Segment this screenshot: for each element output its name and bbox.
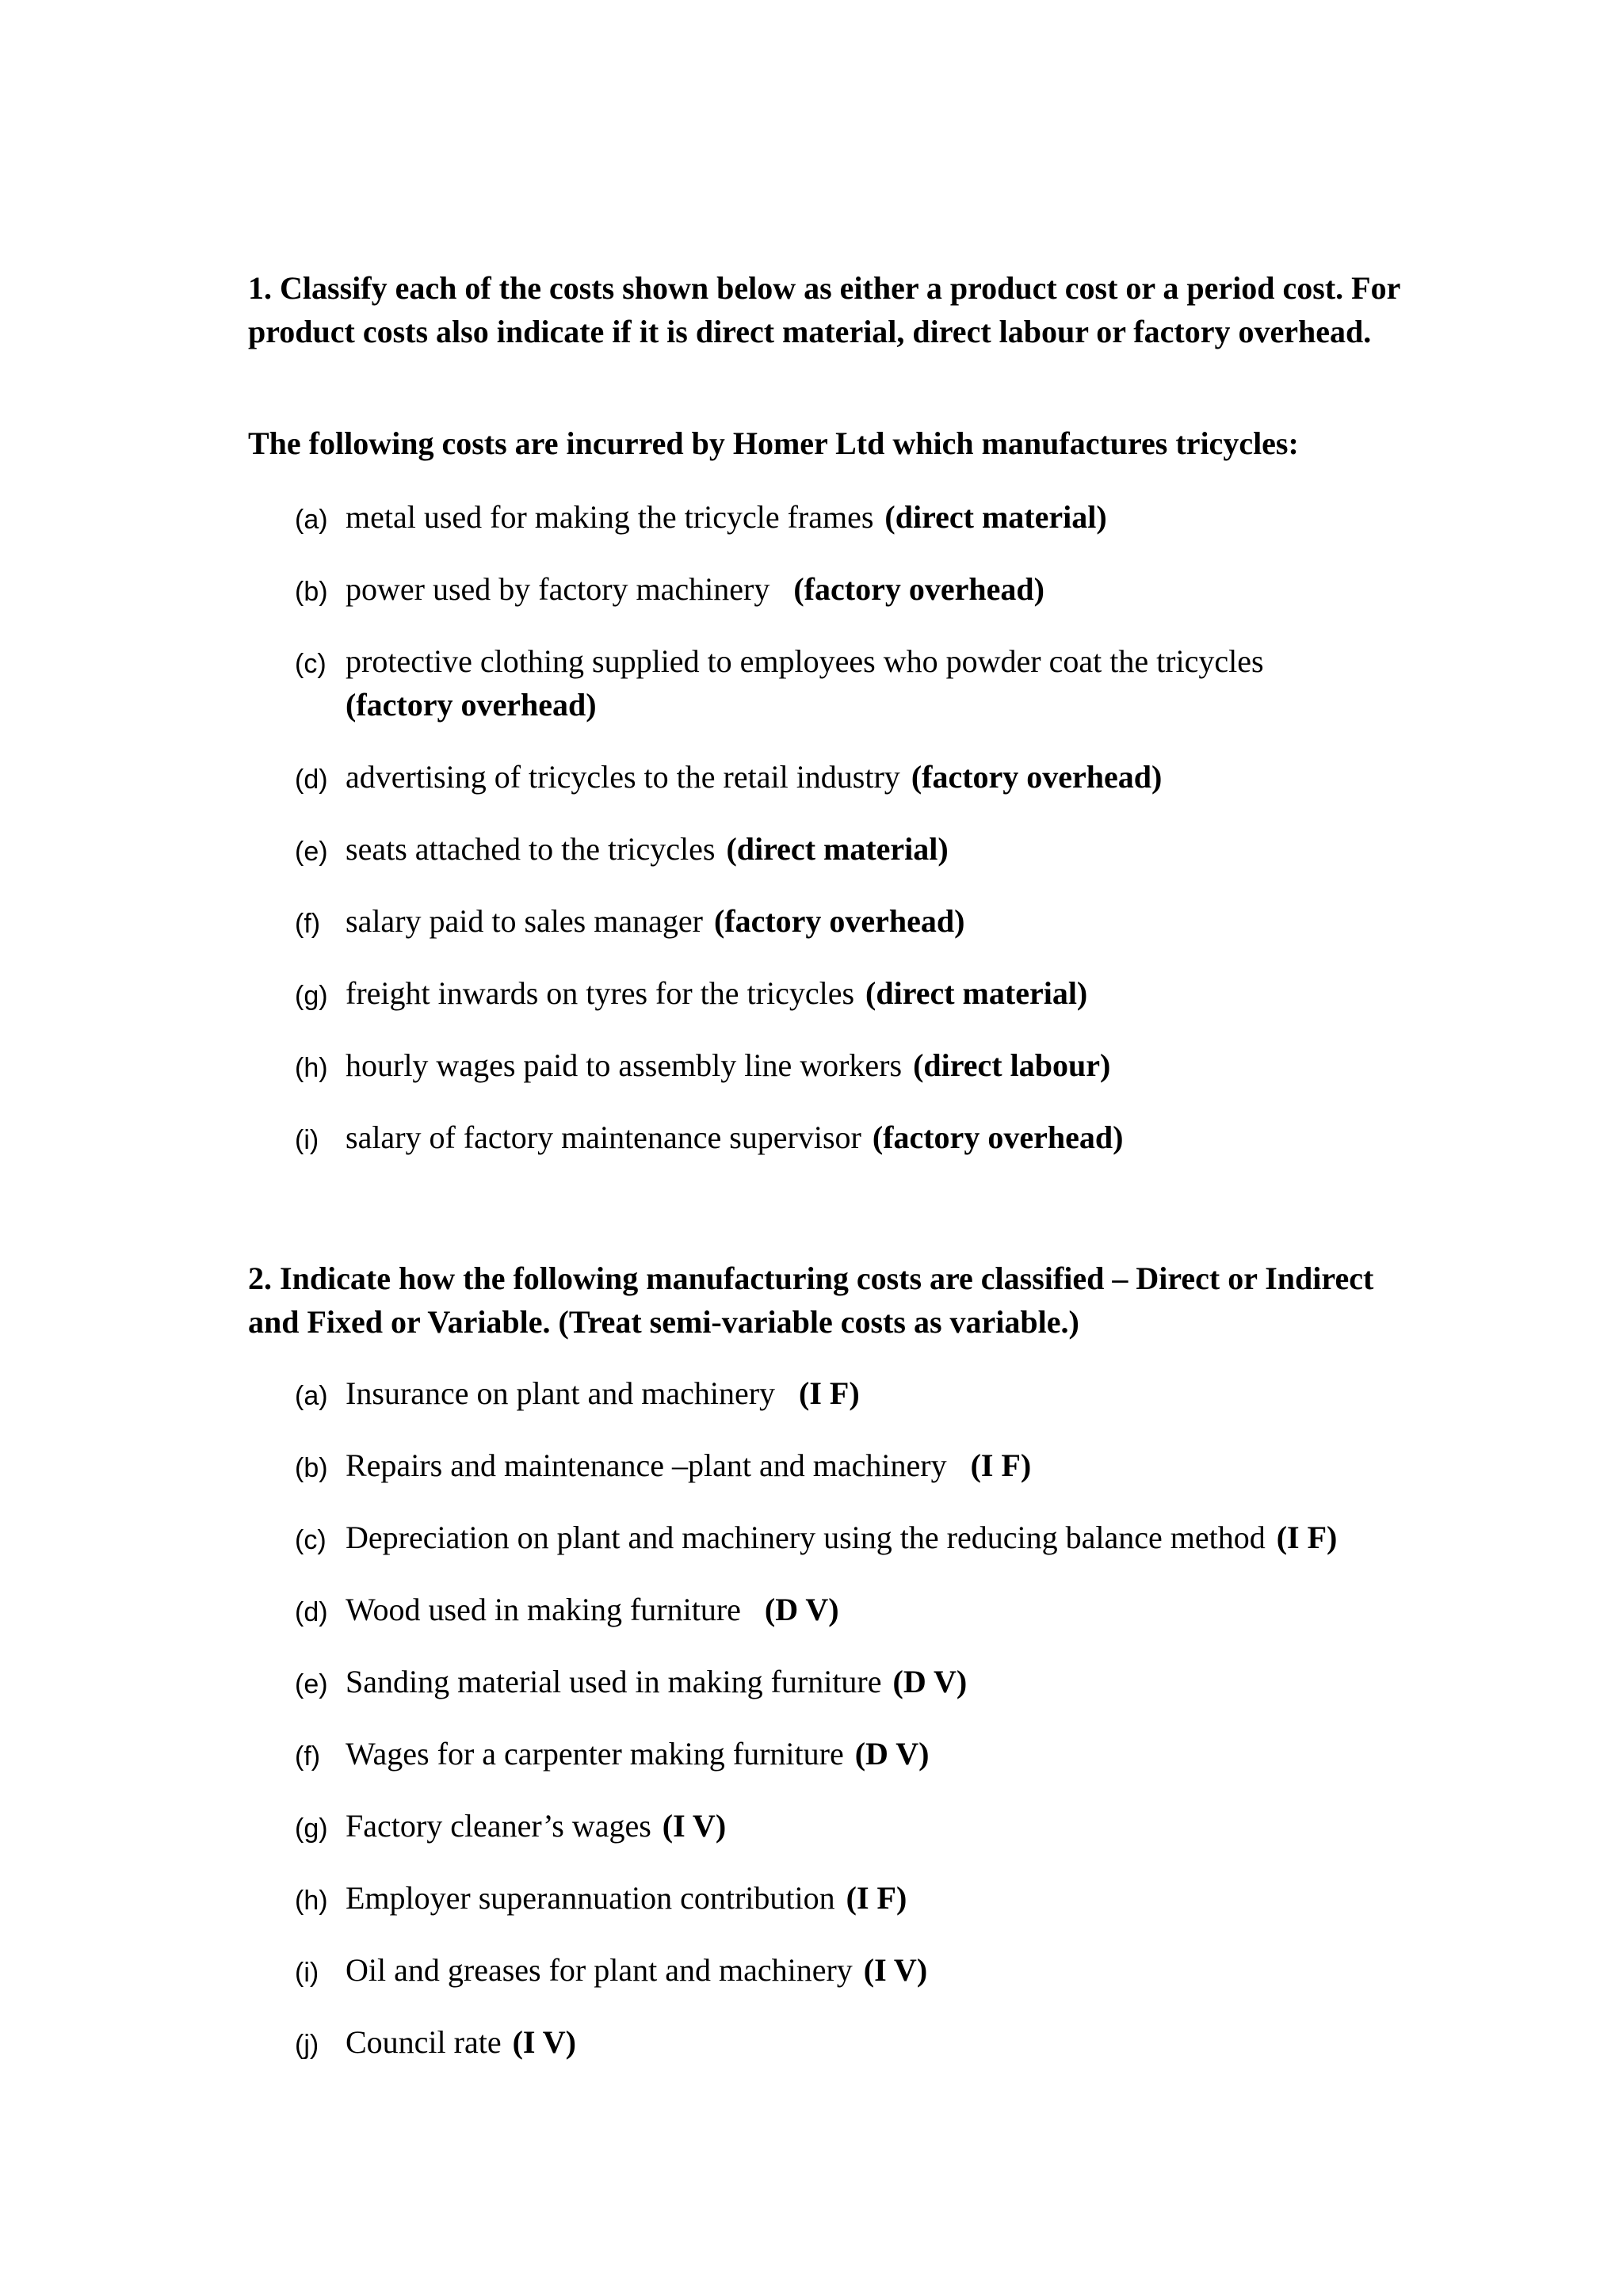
item-text: Depreciation on plant and machinery using the reducing balance method <box>346 1520 1266 1555</box>
item-answer: (direct material) <box>884 499 1107 535</box>
item-answer: (D V) <box>764 1592 839 1627</box>
item-letter: (b) <box>295 577 328 607</box>
item-text: power used by factory machinery <box>346 571 770 607</box>
item-answer: (I V) <box>863 1952 928 1988</box>
item-answer: (D V) <box>854 1736 930 1772</box>
item-letter: (d) <box>295 765 328 795</box>
item-text: protective clothing supplied to employees who powder coat the tricycles <box>346 643 1264 679</box>
item-answer: (I F) <box>1276 1520 1338 1555</box>
item-answer: (D V) <box>892 1664 968 1699</box>
item-body <box>346 1043 1487 1087</box>
item-text: Council rate <box>346 2024 502 2060</box>
item-body <box>346 1660 1487 1703</box>
item-body <box>346 1516 1487 1559</box>
item-text: salary paid to sales manager <box>346 903 703 939</box>
question-1-heading: 1. Classify each of the costs shown below as either a product cost or a period cost. For product costs also indicate if it is direct material, direct labour or factory overhead. <box>248 270 1400 349</box>
item-body <box>346 971 1487 1015</box>
item-letter: (f) <box>295 1741 321 1772</box>
item-letter: (a) <box>295 1381 328 1411</box>
item-answer: (factory overhead) <box>713 903 965 939</box>
item-text: freight inwards on tyres for the tricycles <box>346 975 855 1011</box>
item-answer: (factory overhead) <box>346 687 597 723</box>
item-letter: (d) <box>295 1597 328 1627</box>
item-body <box>346 1444 1487 1487</box>
item-text: Repairs and maintenance –plant and machinery <box>346 1447 947 1483</box>
item-letter: (g) <box>295 1814 328 1844</box>
item-body <box>346 1732 1487 1775</box>
item-answer: (I V) <box>512 2024 576 2060</box>
item-body <box>346 639 1376 727</box>
item-text: Insurance on plant and machinery <box>346 1375 776 1411</box>
item-text: Oil and greases for plant and machinery <box>346 1952 853 1988</box>
item-body <box>346 2020 1487 2064</box>
item-answer: (factory overhead) <box>793 571 1044 607</box>
item-letter: (i) <box>295 1125 319 1155</box>
item-letter: (f) <box>295 909 321 939</box>
item-body <box>346 899 1487 943</box>
item-answer: (direct labour) <box>913 1047 1111 1083</box>
item-answer: (I F) <box>846 1880 907 1916</box>
item-answer: (factory overhead) <box>911 759 1163 795</box>
item-text: Sanding material used in making furniture <box>346 1664 882 1699</box>
question-2-heading: 2. Indicate how the following manufacturing costs are classified – Direct or Indirect and Fixed or Variable. (Treat semi-variable costs as variable.) <box>248 1261 1374 1340</box>
item-body <box>346 1116 1487 1159</box>
item-text: Wages for a carpenter making furniture <box>346 1736 844 1772</box>
item-text: Employer superannuation contribution <box>346 1880 835 1916</box>
item-answer: (I F) <box>799 1375 860 1411</box>
item-letter: (g) <box>295 981 328 1011</box>
item-text: metal used for making the tricycle frames <box>346 499 874 535</box>
item-body <box>346 1948 1487 1992</box>
item-body <box>346 495 1487 539</box>
item-letter: (h) <box>295 1053 328 1083</box>
item-body <box>346 827 1487 871</box>
item-answer: (direct material) <box>865 975 1088 1011</box>
item-body <box>346 1876 1487 1920</box>
item-body <box>346 1804 1487 1848</box>
item-text: Factory cleaner’s wages <box>346 1808 651 1844</box>
item-letter: (j) <box>295 2030 319 2060</box>
item-body <box>346 1588 1487 1631</box>
item-text: Wood used in making furniture <box>346 1592 741 1627</box>
item-answer: (direct material) <box>726 831 949 867</box>
item-text: advertising of tricycles to the retail industry <box>346 759 900 795</box>
item-letter: (a) <box>295 505 328 535</box>
item-letter: (h) <box>295 1886 328 1916</box>
item-answer: (I V) <box>662 1808 727 1844</box>
item-text: salary of factory maintenance supervisor <box>346 1119 861 1155</box>
item-answer: (I F) <box>970 1447 1032 1483</box>
item-letter: (i) <box>295 1958 319 1988</box>
item-body <box>346 567 1487 611</box>
item-body <box>346 755 1487 799</box>
item-letter: (c) <box>295 1525 327 1555</box>
item-letter: (b) <box>295 1453 328 1483</box>
item-letter: (e) <box>295 837 328 867</box>
item-text: hourly wages paid to assembly line workers <box>346 1047 903 1083</box>
item-body <box>346 1371 1487 1415</box>
item-letter: (c) <box>295 649 327 679</box>
item-answer: (factory overhead) <box>872 1119 1124 1155</box>
item-letter: (e) <box>295 1669 328 1699</box>
question-1-intro: The following costs are incurred by Homer Ltd which manufactures tricycles: <box>248 425 1299 461</box>
item-text: seats attached to the tricycles <box>346 831 716 867</box>
